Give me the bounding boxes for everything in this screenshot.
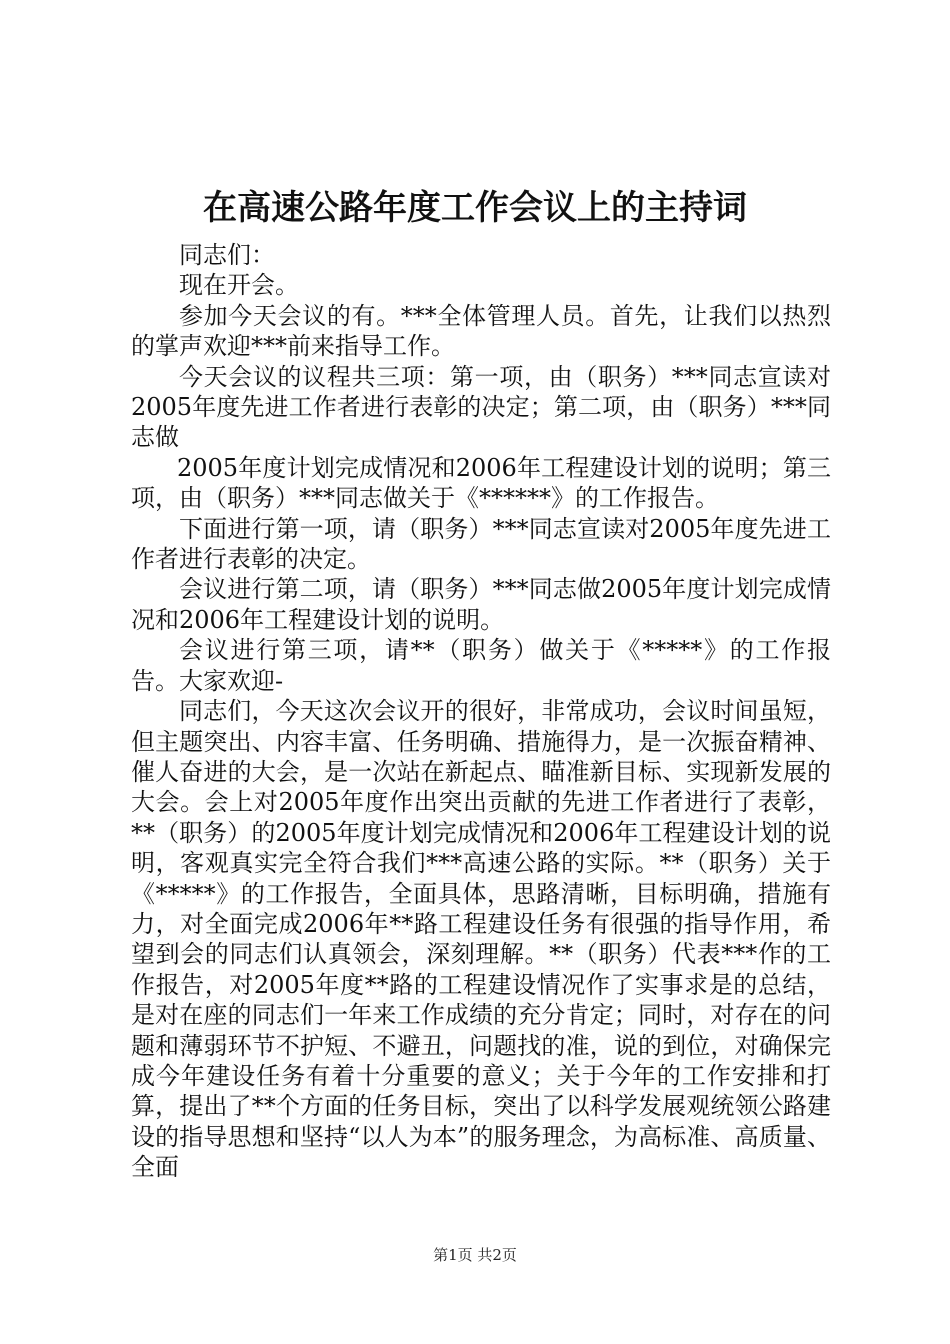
- paragraph-opening: 现在开会。: [179, 271, 299, 300]
- paragraph-salutation: 同志们：: [179, 241, 275, 269]
- paragraph-attendees: 参加今天会议的有。***全体管理人员。首先，让我们以热烈的掌声欢迎***前来指导工作。: [131, 301, 831, 361]
- paragraph-summary: 同志们，今天这次会议开的很好，非常成功，会议时间虽短，但主题突出、内容丰富、任务明确、措施得力，是一次振奋精神、催人奋进的大会，是一次站在新起点、瞄准新目标、实现新发展的大会。会上对2005年度作出突出贡献的先进工作者进行了表彰，**（职务）的2005年度计划完成情况和2006年工程建设计划的说明，客观真实完全符合我们***高速公路的实际。**（职务）关于《*****》的工作报告，全面具体，思路清晰，目标明确，措施有力，对全面完成2006年**路工程建设任务有很强的指导作用，希望到会的同志们认真领会，深刻理解。**（职务）代表***作的工作报告，对2005年度**路的工程建设情况作了实事求是的总结，是对在座的同志们一年来工作成绩的充分肯定；同时，对存在的问题和薄弱环节不护短、不避丑，问题找的准，说的到位，对确保完成今年建设任务有着十分重要的意义；关于今年的工作安排和打算，提出了**个方面的任务目标，突出了以科学发展观统领公路建设的指导思想和坚持“以人为本”的服务理念，为高标准、高质量、全面: [131, 697, 831, 1182]
- document-title: 在高速公路年度工作会议上的主持词: [203, 188, 747, 228]
- paragraph-item-one: 下面进行第一项，请（职务）***同志宣读对2005年度先进工作者进行表彰的决定。: [131, 514, 831, 574]
- paragraph-item-three: 会议进行第三项，请**（职务）做关于《*****》的工作报告。大家欢迎-: [131, 636, 831, 695]
- paragraph-agenda-continued: 2005年度计划完成情况和2006年工程建设计划的说明；第三项，由（职务）***同志做关于《******》的工作报告。: [131, 453, 831, 513]
- page-number: 第1页 共2页: [433, 1246, 517, 1264]
- paragraph-agenda: 今天会议的议程共三项：第一项，由（职务）***同志宣读对2005年度先进工作者进行表彰的决定；第二项，由（职务）***同志做: [131, 362, 831, 452]
- paragraph-item-two: 会议进行第二项，请（职务）***同志做2005年度计划完成情况和2006年工程建设计划的说明。: [131, 575, 831, 634]
- document-body: [131, 240, 831, 1183]
